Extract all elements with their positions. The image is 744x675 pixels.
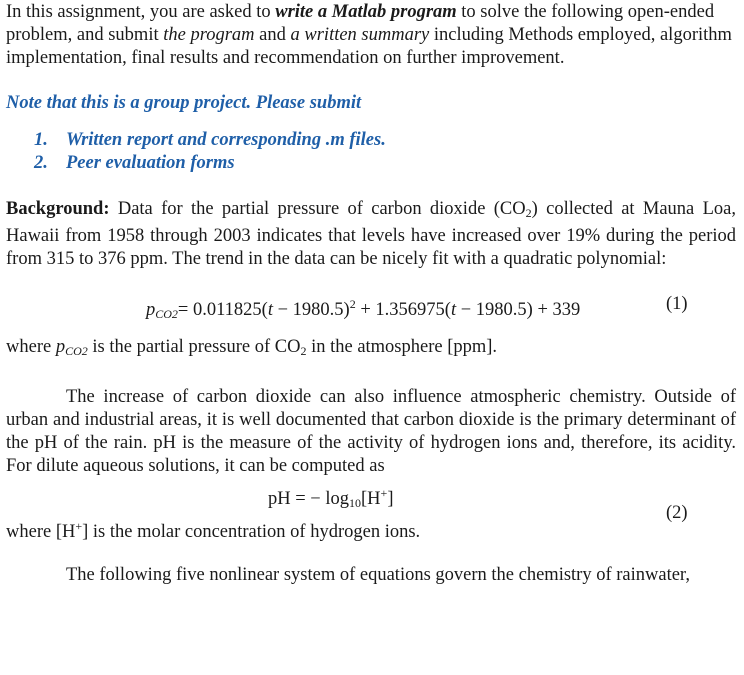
where-clause-1 [6,336,736,363]
subscript: 10 [349,496,361,510]
subscript: 2 [300,344,307,358]
subscript: 2 [525,206,532,220]
where-text: where [6,337,56,357]
math-text: pH = − log [268,489,349,509]
where-text: in the atmosphere [ppm]. [306,337,498,357]
where-text: where [H [6,522,76,542]
deliverables-list [6,129,736,175]
superscript: + [380,486,388,500]
math-text: ] [387,489,394,509]
intro-text: In this assignment, you are asked to [6,2,276,22]
math-text: + 1.356975( [355,300,451,320]
math-text: = 0.011825( [177,300,268,320]
equation-number: (1) [666,294,688,314]
math-variable: p [55,337,66,357]
background-text: ) collected at Mauna Loa, Hawaii from 1958 through 2003 indicates that levels have increased over 19% during the period from 315 to 376 ppm. The trend in the data can be nicely fit with a quadratic polynomial: [6,199,736,269]
equation-1-expression [146,293,580,326]
subscript: CO2 [155,307,178,321]
superscript: + [75,519,83,533]
background-paragraph [6,198,736,271]
intro-text: including Methods employed, algorithm implementation, final results and recommendation on further improvement. [6,25,732,68]
document-page [6,0,736,587]
background-text: Data for the partial pressure of carbon dioxide (CO [109,199,526,219]
math-text: − 1980.5) + 339 [456,300,581,320]
intro-paragraph [6,1,736,70]
list-item-text: Peer evaluation forms [66,153,235,173]
subscript: CO2 [65,344,88,358]
intro-text: to solve the following open-ended problem, and submit [6,2,715,45]
math-text: − 1980.5) [272,300,350,320]
equation-number: (2) [666,503,688,523]
superscript: 2 [349,297,356,311]
list-item [34,129,736,152]
list-item [34,152,736,175]
list-item-number: 1. [34,130,48,150]
where-clause-2 [6,515,420,544]
list-item-number: 2. [34,153,48,173]
rain-ph-paragraph: The increase of carbon dioxide can also influence atmospheric chemistry. Outside of urban and industrial areas, it is well documented that carbon dioxide is the primary determinant of the pH of the rain. pH is the measure of the activity of hydrogen ions and, therefore, its acidity. For dilute aqueous solutions, it can be computed as [6,387,736,476]
where-text: is the partial pressure of CO [87,337,301,357]
group-project-note: Note that this is a group project. Please submit [6,93,362,113]
math-text: [H [361,489,381,509]
where-text: ] is the molar concentration of hydrogen ions. [82,522,421,542]
intro-text: and [254,25,291,45]
equation-2 [6,482,736,540]
equation-1 [6,293,736,321]
equation-2-expression [268,482,393,515]
intro-emphasis-program: the program [163,25,255,45]
math-variable: p [146,300,156,320]
nonlinear-system-paragraph: The following five nonlinear system of equations govern the chemistry of rainwater, [66,565,690,585]
intro-emphasis-matlab: write a Matlab program [275,2,457,22]
intro-emphasis-summary: a written summary [290,25,430,45]
background-heading: Background: [6,199,110,219]
list-item-text: Written report and corresponding .m files. [66,130,386,150]
math-variable: t [450,300,457,320]
math-variable: t [267,300,273,320]
